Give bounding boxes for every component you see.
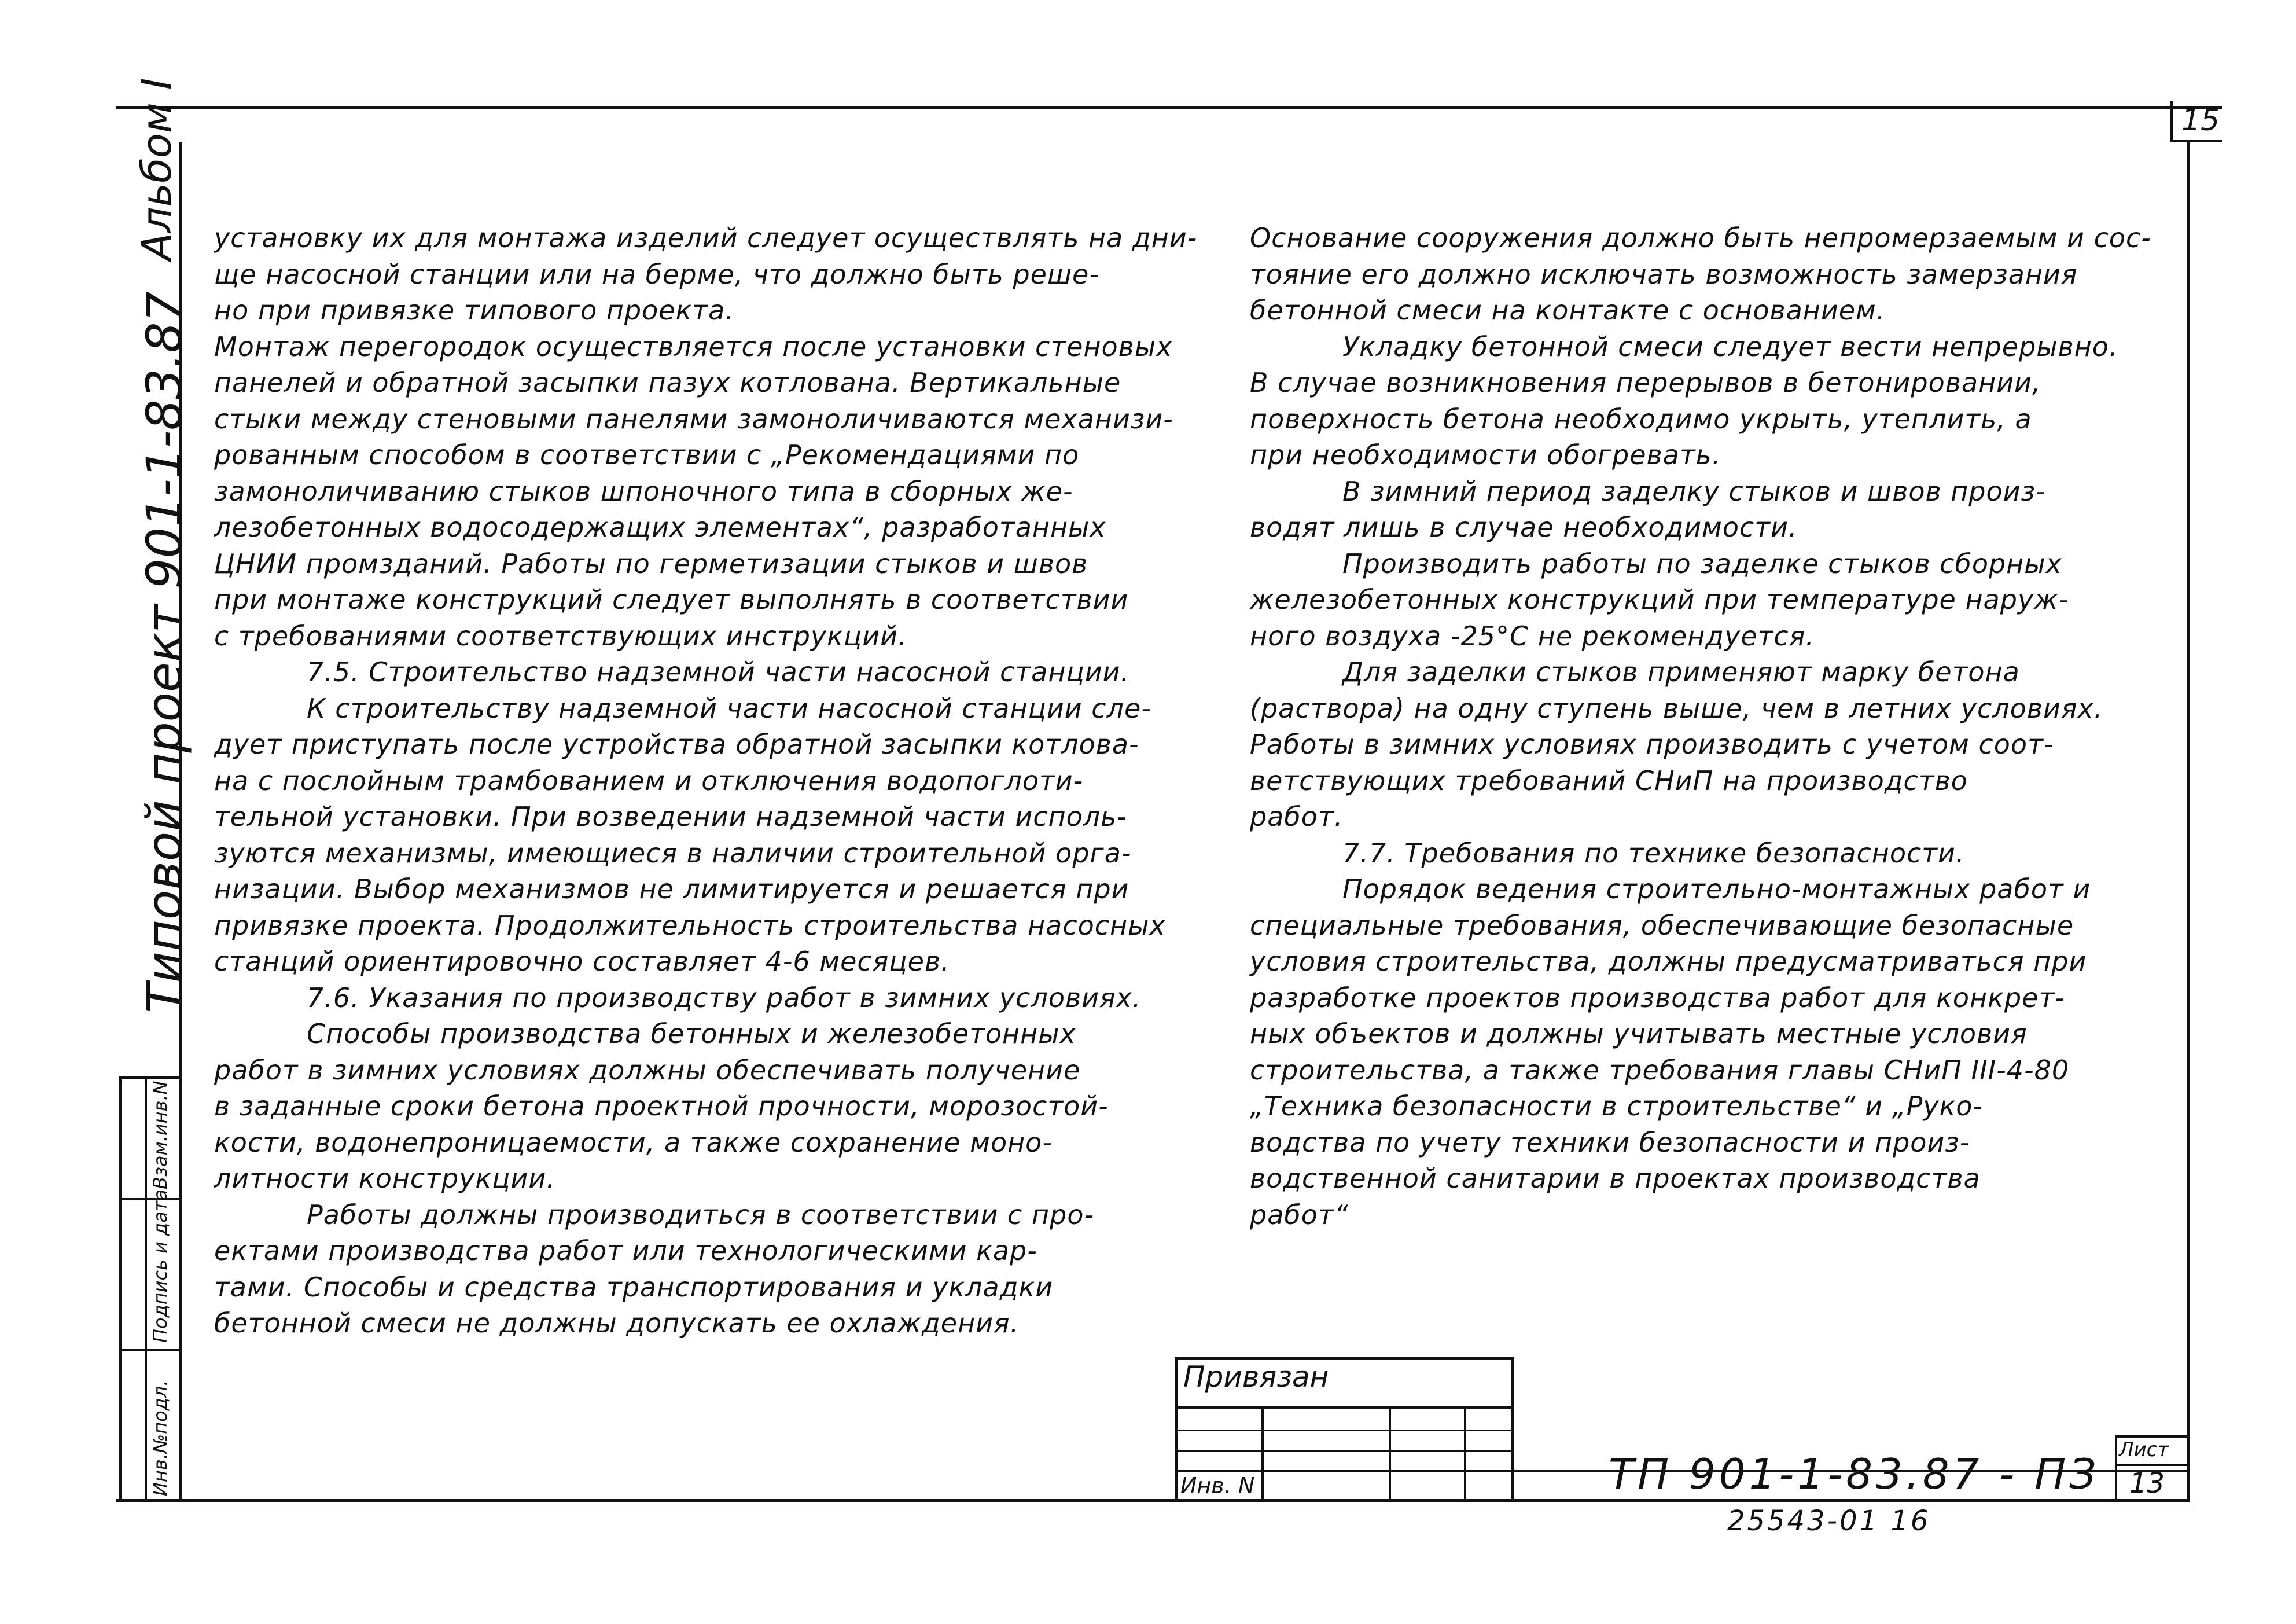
text-line: бетонной смеси не должны допускать ее охлаждения. bbox=[214, 1307, 1020, 1339]
text-line: дует приступать после устройства обратной засыпки котлова- bbox=[214, 729, 1139, 760]
text-line: тояние его должно исключать возможность замерзания bbox=[1250, 258, 2078, 290]
text-line: Основание сооружения должно быть непромерзаемым и сос- bbox=[1250, 222, 2151, 253]
text-line: железобетонных конструкций при температуре наруж- bbox=[1250, 584, 2069, 615]
text-line: в заданные сроки бетона проектной прочности, морозостой- bbox=[214, 1090, 1109, 1122]
text-line: (раствора) на одну ступень выше, чем в летних условиях. bbox=[1250, 692, 2103, 724]
cell-inv-replace: Взам.инв.N bbox=[149, 1081, 171, 1189]
text-line: водства по учету техники безопасности и произ- bbox=[1250, 1126, 1970, 1158]
text-line: ветствующих требований СНиП на производство bbox=[1250, 765, 1968, 796]
sidebar-cells-divider bbox=[145, 1076, 147, 1502]
text-line: тами. Способы и средства транспортирования и укладки bbox=[214, 1271, 1054, 1303]
archive-code: 25543-01 16 bbox=[1727, 1505, 1931, 1537]
cell-signature-date: Подпись и дата bbox=[149, 1189, 171, 1343]
frame-bottom bbox=[116, 1499, 2190, 1502]
cell-inv-original: Инв.№подл. bbox=[149, 1380, 171, 1496]
stamp-col-1 bbox=[1261, 1406, 1264, 1502]
text-line: лезобетонных водосодержащих элементах“, разработанных bbox=[214, 512, 1106, 543]
sheet-box-top bbox=[2115, 1435, 2190, 1438]
text-line: Укладку бетонной смеси следует вести непрерывно. bbox=[1342, 330, 2118, 362]
text-line: Производить работы по заделке стыков сборных bbox=[1342, 548, 2062, 579]
text-line: при необходимости обогревать. bbox=[1250, 439, 1721, 471]
text-line: тельной установки. При возведении надземной части исполь- bbox=[214, 801, 1127, 832]
section-heading: 7.7. Требования по технике безопасности. bbox=[1342, 837, 1965, 869]
text-line: бетонной смеси на контакте с основанием. bbox=[1250, 295, 1886, 326]
page-number-box-bottom bbox=[2170, 140, 2222, 142]
text-line: ных объектов и должны учитывать местные условия bbox=[1250, 1018, 2028, 1049]
text-line: с требованиями соответствующих инструкций. bbox=[214, 620, 907, 652]
text-line: водственной санитарии в проектах производства bbox=[1250, 1163, 1981, 1194]
text-line: на с послойным трамбованием и отключения водопоглоти- bbox=[214, 765, 1084, 796]
text-line: низации. Выбор механизмов не лимитируется и решается при bbox=[214, 873, 1129, 905]
text-line: Порядок ведения строительно-монтажных работ и bbox=[1342, 873, 2091, 905]
stamp-row-3 bbox=[1175, 1450, 1513, 1452]
sidebar-cell-sep-2 bbox=[119, 1349, 182, 1351]
text-line: Монтаж перегородок осуществляется после установки стеновых bbox=[214, 330, 1173, 362]
page-number: 15 bbox=[2181, 103, 2220, 138]
text-line: при монтаже конструкций следует выполнять в соответствии bbox=[214, 584, 1129, 615]
stamp-col-2 bbox=[1389, 1406, 1391, 1502]
top-border bbox=[116, 106, 2222, 109]
right-text-column bbox=[1250, 220, 2151, 1233]
text-line: ЦНИИ промзданий. Работы по герметизации стыков и швов bbox=[214, 548, 1088, 579]
text-line: условия строительства, должны предусматриваться при bbox=[1250, 946, 2087, 977]
text-line: Способы производства бетонных и железобетонных bbox=[307, 1018, 1076, 1049]
text-line: поверхность бетона необходимо укрыть, утеплить, а bbox=[1250, 403, 2032, 435]
sheet-number: 13 bbox=[2129, 1467, 2165, 1500]
text-line: В зимний период заделку стыков и швов произ- bbox=[1342, 475, 2046, 507]
text-line: зуются механизмы, имеющиеся в наличии строительной орга- bbox=[214, 837, 1132, 869]
text-line: но при привязке типового проекта. bbox=[214, 295, 734, 326]
text-line: рованным способом в соответствии с „Рекомендациями по bbox=[214, 439, 1080, 471]
project-title: Типовой проект 901-1-83.87 bbox=[136, 291, 193, 1013]
text-line: разработке проектов производства работ для конкрет- bbox=[1250, 982, 2065, 1013]
privyazan-label: Привязан bbox=[1183, 1360, 1329, 1394]
text-line: работ в зимних условиях должны обеспечивать получение bbox=[214, 1054, 1081, 1086]
text-line: К строительству надземной части насосной станции сле- bbox=[307, 692, 1151, 724]
text-line: Работы должны производиться в соответствии с про- bbox=[307, 1199, 1095, 1230]
sidebar-cells-left bbox=[119, 1076, 122, 1502]
text-line: водят лишь в случае необходимости. bbox=[1250, 512, 1798, 543]
text-line: Для заделки стыков применяют марку бетона bbox=[1342, 656, 2020, 688]
sidebar-cells-top bbox=[119, 1076, 182, 1079]
text-line: панелей и обратной засыпки пазух котлована. Вертикальные bbox=[214, 367, 1121, 398]
stamp-row-4 bbox=[1175, 1470, 1513, 1472]
album-title: Альбом I bbox=[133, 78, 181, 260]
text-line: строительства, а также требования главы СНиП III-4-80 bbox=[1250, 1054, 2070, 1086]
inv-no-label: Инв. N bbox=[1180, 1473, 1255, 1498]
text-line: стыки между стеновыми панелями замоноличиваются механизи- bbox=[214, 403, 1173, 435]
text-line: кости, водонепроницаемости, а также сохранение моно- bbox=[214, 1126, 1053, 1158]
document-code: ТП 901-1-83.87 - ПЗ bbox=[1609, 1450, 2100, 1498]
stamp-row-1 bbox=[1175, 1406, 1513, 1409]
text-line: ектами производства работ или технологическими кар- bbox=[214, 1235, 1037, 1266]
text-line: работ. bbox=[1250, 801, 1344, 832]
section-heading: 7.5. Строительство надземной части насосной станции. bbox=[307, 656, 1130, 688]
sheet-box-left bbox=[2115, 1435, 2117, 1502]
text-line: станций ориентировочно составляет 4-6 месяцев. bbox=[214, 946, 950, 977]
text-line: ще насосной станции или на берме, что должно быть реше- bbox=[214, 258, 1099, 290]
text-line: специальные требования, обеспечивающие безопасные bbox=[1250, 909, 2074, 941]
text-line: работ“ bbox=[1250, 1199, 1349, 1230]
text-line: Работы в зимних условиях производить с учетом соот- bbox=[1250, 729, 2054, 760]
page-number-box-left bbox=[2170, 101, 2173, 142]
text-line: привязке проекта. Продолжительность строительства насосных bbox=[214, 909, 1166, 941]
text-line: установку их для монтажа изделий следует осуществлять на дни- bbox=[214, 222, 1198, 253]
text-line: литности конструкции. bbox=[214, 1163, 555, 1194]
text-line: замоноличиванию стыков шпоночного типа в сборных же- bbox=[214, 475, 1073, 507]
stamp-col-3 bbox=[1464, 1406, 1466, 1502]
sheet-label: Лист bbox=[2119, 1438, 2169, 1461]
text-line: „Техника безопасности в строительстве“ и „Руко- bbox=[1250, 1090, 1984, 1122]
text-line: В случае возникновения перерывов в бетонировании, bbox=[1250, 367, 2041, 398]
left-text-column bbox=[214, 220, 1197, 1342]
section-heading: 7.6. Указания по производству работ в зимних условиях. bbox=[307, 982, 1142, 1013]
frame-right bbox=[2187, 142, 2190, 1502]
text-line: ного воздуха -25°С не рекомендуется. bbox=[1250, 620, 1815, 652]
stamp-row-2 bbox=[1175, 1430, 1513, 1431]
sheet-box-divider bbox=[2115, 1464, 2190, 1466]
